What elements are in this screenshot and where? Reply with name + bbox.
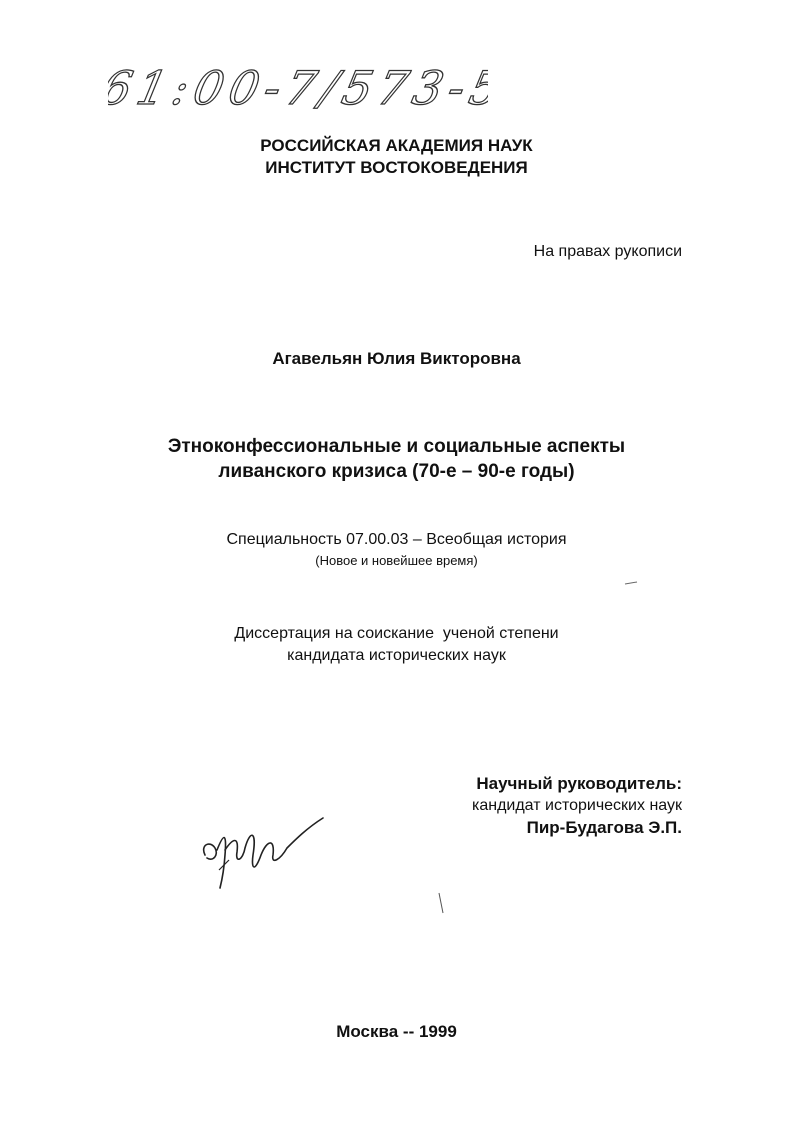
degree-line-2: кандидата исторических наук: [287, 647, 506, 664]
city-and-year: Москва -- 1999: [336, 1022, 457, 1041]
specialty-subnote: (Новое и новейшее время): [315, 553, 478, 568]
supervisor-degree: кандидат исторических наук: [471, 797, 682, 814]
title-line-2: ливанского кризиса (70-е – 90-е годы): [218, 461, 575, 482]
organization-line-2: ИНСТИТУТ ВОСТОКОВЕДЕНИЯ: [265, 158, 528, 177]
handwritten-archive-code-drawing: [108, 52, 488, 122]
supervisor-heading: Научный руководитель:: [476, 774, 682, 793]
supervisor-block: [420, 773, 682, 839]
dissertation-title: [0, 434, 793, 484]
stray-mark: [624, 573, 638, 579]
specialty-line: Специальность 07.00.03 – Всеобщая история: [226, 531, 567, 548]
manuscript-rights-note: На правах рукописи: [533, 243, 682, 260]
organization-header: [0, 135, 793, 179]
supervisor-name: Пир-Будагова Э.П.: [526, 818, 682, 837]
stray-mark: [437, 892, 445, 914]
degree-line-1: Диссертация на соискание ученой степени: [234, 625, 559, 642]
handwritten-archive-code: [108, 52, 488, 122]
organization-line-1: РОССИЙСКАЯ АКАДЕМИЯ НАУК: [260, 136, 533, 155]
title-line-1: Этноконфессиональные и социальные аспекты: [167, 436, 626, 457]
signature: [195, 800, 335, 900]
archive-code-text: 61:00-7/573-5: [108, 61, 488, 115]
degree-statement: [0, 623, 793, 667]
author-name: Агавельян Юлия Викторовна: [272, 349, 521, 368]
